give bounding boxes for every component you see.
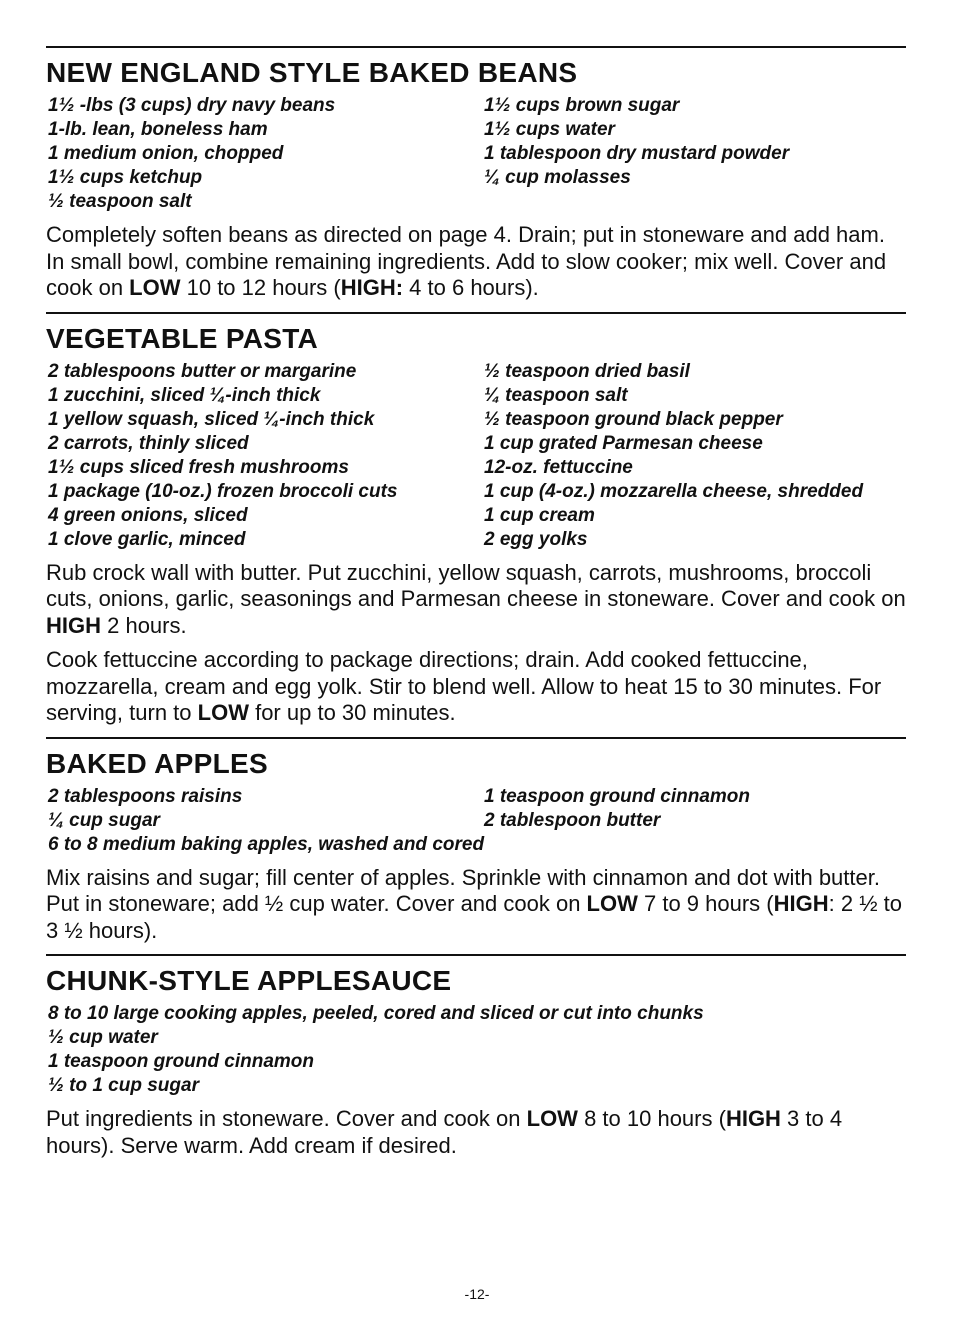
- ingredient-list-full: [48, 833, 906, 857]
- ingredient-item: 1 clove garlic, minced: [48, 528, 246, 550]
- ingredient-item: 1½ cups brown sugar: [484, 95, 680, 116]
- recipe-instructions: Cook fettuccine according to package directions; drain. Add cooked fettuccine, mozzarella, cream and egg yolk. Stir to blend well. Allow to heat 15 to 30 minutes. For serving, turn to LOW for up to 30 minutes.: [46, 647, 882, 725]
- ingredient-item: 1 medium onion, chopped: [48, 143, 284, 164]
- ingredient-item: ½ to 1 cup sugar: [48, 1075, 199, 1096]
- page-number: -12-: [464, 1286, 490, 1302]
- recipe-applesauce: [46, 954, 906, 1159]
- ingredient-item: 12-oz. fettuccine: [484, 456, 633, 478]
- ingredient-list: [48, 94, 906, 214]
- ingredient-item: 4 green onions, sliced: [48, 504, 248, 526]
- setting-low: LOW: [586, 891, 638, 916]
- recipe-page: [46, 46, 906, 1169]
- ingredient-item: 1 cup grated Parmesan cheese: [484, 432, 763, 454]
- ingredient-item: ½ cup water: [48, 1027, 158, 1048]
- recipe-title: NEW ENGLAND STYLE BAKED BEANS: [46, 57, 578, 88]
- ingredient-item: 1 cup cream: [484, 504, 595, 526]
- ingredient-item: 2 carrots, thinly sliced: [48, 432, 249, 454]
- ingredient-item: 1-lb. lean, boneless ham: [48, 119, 268, 140]
- ingredient-item: ½ teaspoon ground black pepper: [484, 408, 783, 430]
- setting-low: LOW: [526, 1106, 578, 1131]
- setting-low: LOW: [129, 275, 181, 300]
- ingredient-item: ¼ cup sugar: [48, 809, 160, 831]
- recipe-baked-beans: [46, 46, 906, 302]
- ingredient-item: ½ teaspoon dried basil: [484, 360, 690, 382]
- ingredient-item: 8 to 10 large cooking apples, peeled, cored and sliced or cut into chunks: [48, 1003, 704, 1024]
- ingredient-column-right: [484, 360, 906, 552]
- ingredient-item: 2 tablespoons butter or margarine: [48, 360, 357, 382]
- ingredient-item: 1 package (10-oz.) frozen broccoli cuts: [48, 480, 398, 502]
- ingredient-item: 1½ cups ketchup: [48, 167, 203, 188]
- setting-high: HIGH:: [340, 275, 404, 300]
- setting-high: HIGH: [725, 1106, 781, 1131]
- ingredient-item: 1½ cups water: [484, 119, 615, 140]
- recipe-instructions: Mix raisins and sugar; fill center of apples. Sprinkle with cinnamon and dot with butter. Put in stoneware; add ½ cup water. Cover and cook on LOW 7 to 9 hours (HIGH: 2 ½ to 3 ½ hours).: [46, 864, 903, 943]
- setting-low: LOW: [197, 700, 249, 725]
- ingredient-column-right: [484, 94, 906, 214]
- recipe-instructions: Rub crock wall with butter. Put zucchini, yellow squash, carrots, mushrooms, broccoli cuts, onions, garlic, seasonings and Parmesan cheese in stoneware. Cover and cook on HIGH 2 hours.: [46, 559, 906, 638]
- ingredient-item: ¼ cup molasses: [484, 167, 631, 188]
- ingredient-item: 1 teaspoon ground cinnamon: [484, 785, 751, 807]
- ingredient-item: ¼ teaspoon salt: [484, 384, 628, 406]
- ingredient-item: 1 zucchini, sliced ¼-inch thick: [48, 384, 321, 406]
- ingredient-item: 2 tablespoon butter: [484, 809, 661, 831]
- setting-high: HIGH: [773, 891, 829, 916]
- ingredient-item: 1½ -lbs (3 cups) dry navy beans: [48, 95, 336, 116]
- ingredient-column-left: [48, 785, 484, 833]
- ingredient-column-left: [48, 360, 484, 552]
- recipe-instructions: Put ingredients in stoneware. Cover and cook on LOW 8 to 10 hours (HIGH 3 to 4 hours). Serve warm. Add cream if desired.: [46, 1106, 843, 1158]
- ingredient-item: 1 teaspoon ground cinnamon: [48, 1051, 315, 1072]
- ingredient-item: 2 tablespoons raisins: [48, 785, 243, 807]
- recipe-baked-apples: [46, 737, 906, 945]
- ingredient-list-full: [48, 1002, 906, 1098]
- ingredient-item: 1 cup (4-oz.) mozzarella cheese, shredded: [484, 480, 864, 502]
- ingredient-list: [48, 785, 906, 833]
- ingredient-item: 1 yellow squash, sliced ¼-inch thick: [48, 408, 375, 430]
- ingredient-item: ½ teaspoon salt: [48, 191, 192, 212]
- recipe-title: VEGETABLE PASTA: [46, 322, 319, 354]
- recipe-vegetable-pasta: [46, 312, 906, 727]
- ingredient-item: 6 to 8 medium baking apples, washed and cored: [48, 833, 485, 855]
- ingredient-item: 1 tablespoon dry mustard powder: [484, 143, 790, 164]
- recipe-instructions: Completely soften beans as directed on page 4. Drain; put in stoneware and add ham. In small bowl, combine remaining ingredients. Add to slow cooker; mix well. Cover and cook on LOW 10 to 12 hours (HIGH: 4 to 6 hours).: [46, 222, 887, 300]
- ingredient-item: 1½ cups sliced fresh mushrooms: [48, 456, 349, 478]
- ingredient-column-right: [484, 785, 906, 833]
- ingredient-item: 2 egg yolks: [484, 528, 588, 550]
- recipe-title: BAKED APPLES: [46, 747, 268, 779]
- setting-high: HIGH: [46, 612, 101, 638]
- ingredient-column-left: [48, 94, 484, 214]
- ingredient-list: [48, 360, 906, 552]
- recipe-title: CHUNK-STYLE APPLESAUCE: [46, 965, 452, 996]
